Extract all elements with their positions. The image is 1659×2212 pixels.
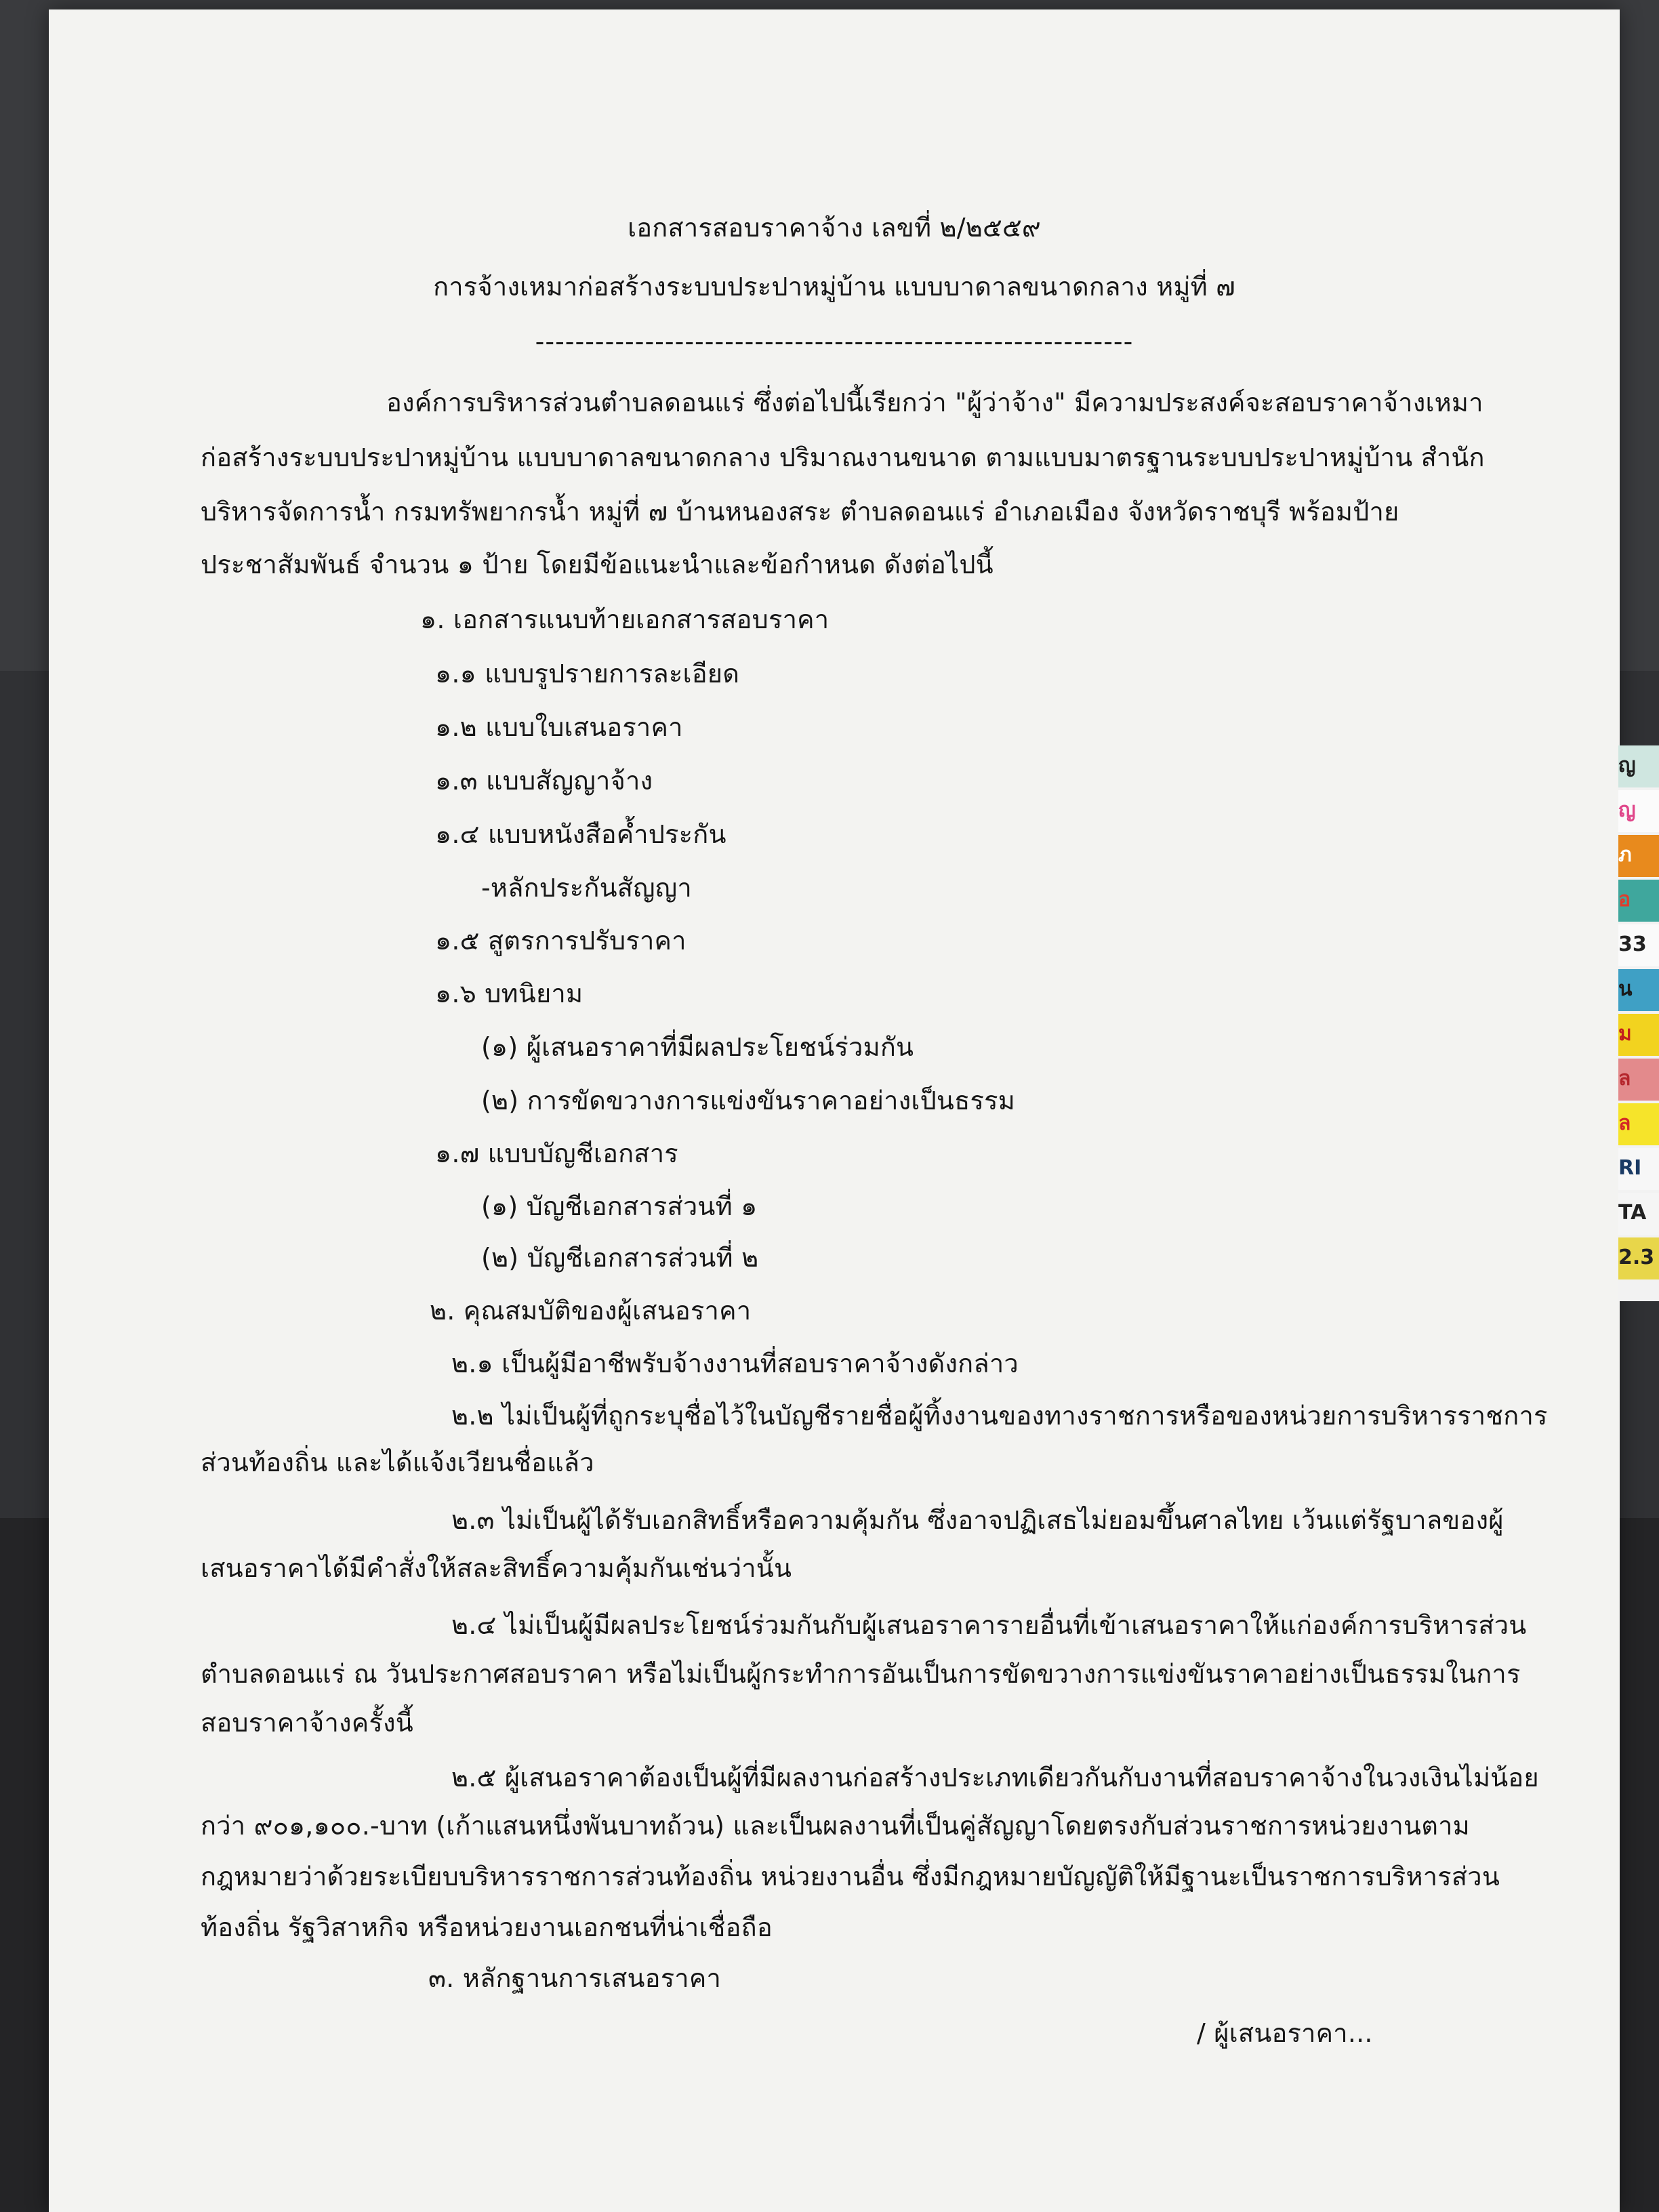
side-label-tag (1618, 745, 1659, 787)
paragraph-line: ๒.๓ ไม่เป็นผู้ได้รับเอกสิทธิ์หรือความคุ้มกัน ซึ่งอาจปฏิเสธไม่ยอมขึ้นศาลไทย เว้นแต่รัฐบาลของผู้ (451, 1505, 1504, 1535)
continued-footer: / ผู้เสนอราคา... (1197, 2018, 1373, 2048)
side-label-tag (1618, 969, 1659, 1011)
intro-line: บริหารจัดการน้ำ กรมทรัพยากรน้ำ หมู่ที่ ๗ บ้านหนองสระ ตำบลดอนแร่ อำเภอเมือง จังหวัดราชบุรี พร้อมป้าย (201, 497, 1399, 527)
paragraph-line: ส่วนท้องถิ่น และได้แจ้งเวียนชื่อแล้ว (201, 1448, 594, 1477)
paragraph-line: ๒.๒ ไม่เป็นผู้ที่ถูกระบุชื่อไว้ในบัญชีรายชื่อผู้ทิ้งงานของทางราชการหรือของหน่วยการบริหารราชการ (451, 1401, 1548, 1431)
list-item: -หลักประกันสัญญา (481, 873, 692, 903)
list-item: ๒.๑ เป็นผู้มีอาชีพรับจ้างงานที่สอบราคาจ้างดังกล่าว (451, 1349, 1019, 1378)
side-label-tag (1618, 1148, 1659, 1190)
list-item: ๑.๕ สูตรการปรับราคา (435, 926, 687, 956)
side-label-text: ญ (1618, 798, 1636, 822)
side-label-tag (1618, 924, 1659, 966)
list-item: ๑.๗ แบบบัญชีเอกสาร (435, 1139, 678, 1168)
list-item: ๑.๖ บทนิยาม (435, 979, 583, 1008)
section-heading: ๓. หลักฐานการเสนอราคา (428, 1963, 722, 1993)
paragraph-line: เสนอราคาได้มีคำสั่งให้สละสิทธิ์ความคุ้มกันเช่นว่านั้น (201, 1553, 792, 1583)
paragraph-line: ๒.๕ ผู้เสนอราคาต้องเป็นผู้ที่มีผลงานก่อสร้างประเภทเดียวกันกับงานที่สอบราคาจ้างในวงเงินไม่น้อย (451, 1763, 1539, 1793)
side-label-text: TA (1618, 1201, 1647, 1225)
side-label-tag (1618, 1014, 1659, 1056)
list-item: ๑.๒ แบบใบเสนอราคา (435, 712, 683, 742)
paragraph-line: ๒.๔ ไม่เป็นผู้มีผลประโยชน์ร่วมกันกับผู้เสนอราคารายอื่นที่เข้าเสนอราคาให้แก่องค์การบริหารส่วน (451, 1610, 1527, 1640)
list-item: ๑.๔ แบบหนังสือค้ำประกัน (435, 819, 726, 849)
intro-line: ก่อสร้างระบบประปาหมู่บ้าน แบบบาดาลขนาดกลาง ปริมาณงานขนาด ตามแบบมาตรฐานระบบประปาหมู่บ้าน สำนัก (201, 443, 1485, 472)
intro-line: ประชาสัมพันธ์ จำนวน ๑ ป้าย โดยมีข้อแนะนำและข้อกำหนด ดังต่อไปนี้ (201, 550, 994, 579)
list-item: ๑.๑ แบบรูปรายการละเอียด (435, 659, 740, 689)
list-item: ๑.๓ แบบสัญญาจ้าง (435, 766, 653, 796)
side-label-text: 2.3 (1618, 1246, 1655, 1269)
side-label-text: RI (1618, 1156, 1642, 1180)
side-label-tag (1618, 790, 1659, 832)
list-item: (๒) การขัดขวางการแข่งขันราคาอย่างเป็นธรรม (481, 1086, 1015, 1115)
title-separator: ------------------------------------------------------------ (535, 327, 1134, 356)
side-label-tag (1618, 1059, 1659, 1101)
side-label-text: ญ (1618, 754, 1636, 777)
side-label-text: ล (1618, 1067, 1631, 1090)
paragraph-line: กฎหมายว่าด้วยระเบียบบริหารราชการส่วนท้องถิ่น หน่วยงานอื่น ซึ่งมีกฎหมายบัญญัติให้มีฐานะเป็นราชการบริหารส่วน (201, 1862, 1500, 1891)
list-item: (๑) ผู้เสนอราคาที่มีผลประโยชน์ร่วมกัน (481, 1032, 914, 1062)
side-label-text: ภ (1618, 843, 1632, 867)
paragraph-line: ตำบลดอนแร่ ณ วันประกาศสอบราคา หรือไม่เป็นผู้กระทำการอันเป็นการขัดขวางการแข่งขันราคาอย่างเป็นธรรมในการ (201, 1659, 1521, 1689)
side-label-tag (1618, 1103, 1659, 1145)
document-subtitle: การจ้างเหมาก่อสร้างระบบประปาหมู่บ้าน แบบบาดาลขนาดกลาง หมู่ที่ ๗ (433, 272, 1235, 302)
paragraph-line: ท้องถิ่น รัฐวิสาหกิจ หรือหน่วยงานเอกชนที่น่าเชื่อถือ (201, 1912, 773, 1942)
side-label-tag (1618, 835, 1659, 877)
side-label-tag (1618, 1237, 1659, 1279)
document-title: เอกสารสอบราคาจ้าง เลขที่ ๒/๒๕๕๙ (628, 213, 1041, 243)
side-label-text: น (1618, 977, 1633, 1001)
side-label-text: อ (1618, 888, 1631, 912)
list-item: (๒) บัญชีเอกสารส่วนที่ ๒ (481, 1243, 759, 1273)
paragraph-line: กว่า ๙๐๑,๑๐๐.-บาท (เก้าแสนหนึ่งพันบาทถ้วน) และเป็นผลงานที่เป็นคู่สัญญาโดยตรงกับส่วนราชการหน่วยงานตาม (201, 1811, 1470, 1841)
side-label-strip (1618, 745, 1659, 1301)
section-heading: ๑. เอกสารแนบท้ายเอกสารสอบราคา (420, 605, 830, 634)
document-page (49, 9, 1620, 2212)
list-item: (๑) บัญชีเอกสารส่วนที่ ๑ (481, 1191, 758, 1221)
side-label-text: ล (1618, 1111, 1631, 1135)
side-label-text: ม (1618, 1022, 1632, 1046)
side-label-tag (1618, 880, 1659, 922)
intro-line: องค์การบริหารส่วนตำบลดอนแร่ ซึ่งต่อไปนี้เรียกว่า "ผู้ว่าจ้าง" มีความประสงค์จะสอบราคาจ้างเหมา (386, 388, 1483, 417)
side-label-text: 33 (1618, 933, 1647, 956)
side-label-tag (1618, 1193, 1659, 1235)
section-heading: ๒. คุณสมบัติของผู้เสนอราคา (430, 1296, 752, 1326)
paragraph-line: สอบราคาจ้างครั้งนี้ (201, 1708, 413, 1738)
